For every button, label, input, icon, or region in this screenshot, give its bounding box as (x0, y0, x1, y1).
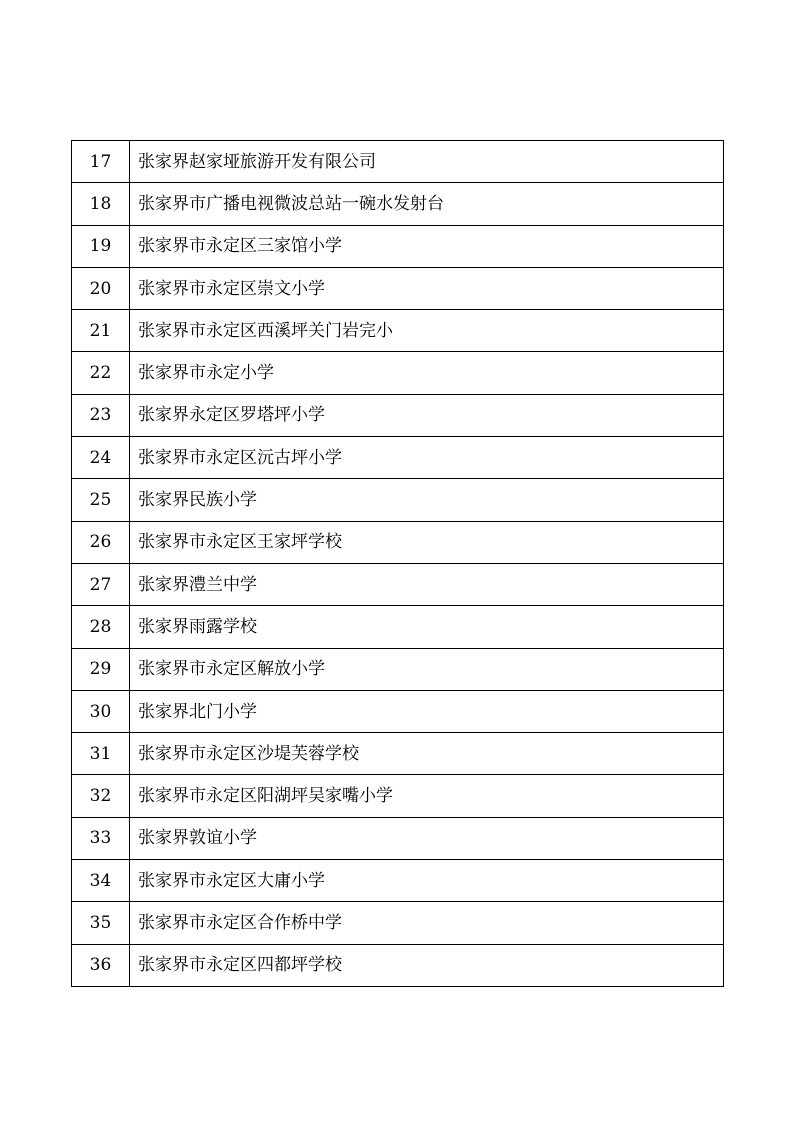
row-number: 35 (72, 902, 130, 944)
row-number: 30 (72, 690, 130, 732)
institution-name: 张家界市永定区三家馆小学 (130, 225, 724, 267)
row-number: 24 (72, 437, 130, 479)
institution-name: 张家界市永定区王家坪学校 (130, 521, 724, 563)
institution-name: 张家界民族小学 (130, 479, 724, 521)
institution-name: 张家界市永定区崇文小学 (130, 267, 724, 309)
table-row (72, 352, 724, 394)
table-row (72, 267, 724, 309)
row-number: 23 (72, 394, 130, 436)
table-row (72, 860, 724, 902)
row-number: 36 (72, 944, 130, 986)
table-row (72, 479, 724, 521)
row-number: 21 (72, 310, 130, 352)
row-number: 19 (72, 225, 130, 267)
row-number: 22 (72, 352, 130, 394)
institution-name: 张家界敦谊小学 (130, 817, 724, 859)
row-number: 33 (72, 817, 130, 859)
institution-name: 张家界市永定区沅古坪小学 (130, 437, 724, 479)
table-row (72, 225, 724, 267)
row-number: 17 (72, 141, 130, 183)
table-row (72, 183, 724, 225)
institution-name: 张家界雨露学校 (130, 606, 724, 648)
row-number: 18 (72, 183, 130, 225)
row-number: 31 (72, 733, 130, 775)
institution-name: 张家界澧兰中学 (130, 563, 724, 605)
row-number: 27 (72, 563, 130, 605)
table-row (72, 394, 724, 436)
institution-name: 张家界北门小学 (130, 690, 724, 732)
institution-name: 张家界赵家垭旅游开发有限公司 (130, 141, 724, 183)
institution-name: 张家界市永定区四都坪学校 (130, 944, 724, 986)
institution-name: 张家界市永定区合作桥中学 (130, 902, 724, 944)
institution-name: 张家界市永定小学 (130, 352, 724, 394)
row-number: 29 (72, 648, 130, 690)
row-number: 25 (72, 479, 130, 521)
table-row (72, 817, 724, 859)
table-row (72, 141, 724, 183)
institution-table (71, 140, 724, 987)
table-row (72, 437, 724, 479)
institution-name: 张家界市永定区沙堤芙蓉学校 (130, 733, 724, 775)
table-row (72, 690, 724, 732)
institution-name: 张家界市永定区大庸小学 (130, 860, 724, 902)
row-number: 32 (72, 775, 130, 817)
table-row (72, 733, 724, 775)
table-row (72, 775, 724, 817)
row-number: 26 (72, 521, 130, 563)
table-row (72, 902, 724, 944)
institution-name: 张家界市广播电视微波总站一碗水发射台 (130, 183, 724, 225)
institution-name: 张家界市永定区解放小学 (130, 648, 724, 690)
row-number: 34 (72, 860, 130, 902)
row-number: 20 (72, 267, 130, 309)
institution-name: 张家界市永定区阳湖坪吴家嘴小学 (130, 775, 724, 817)
institution-name: 张家界永定区罗塔坪小学 (130, 394, 724, 436)
table-row (72, 606, 724, 648)
table-row (72, 310, 724, 352)
institution-name: 张家界市永定区西溪坪关门岩完小 (130, 310, 724, 352)
table-row (72, 648, 724, 690)
table-row (72, 563, 724, 605)
table-row (72, 521, 724, 563)
row-number: 28 (72, 606, 130, 648)
table-row (72, 944, 724, 986)
